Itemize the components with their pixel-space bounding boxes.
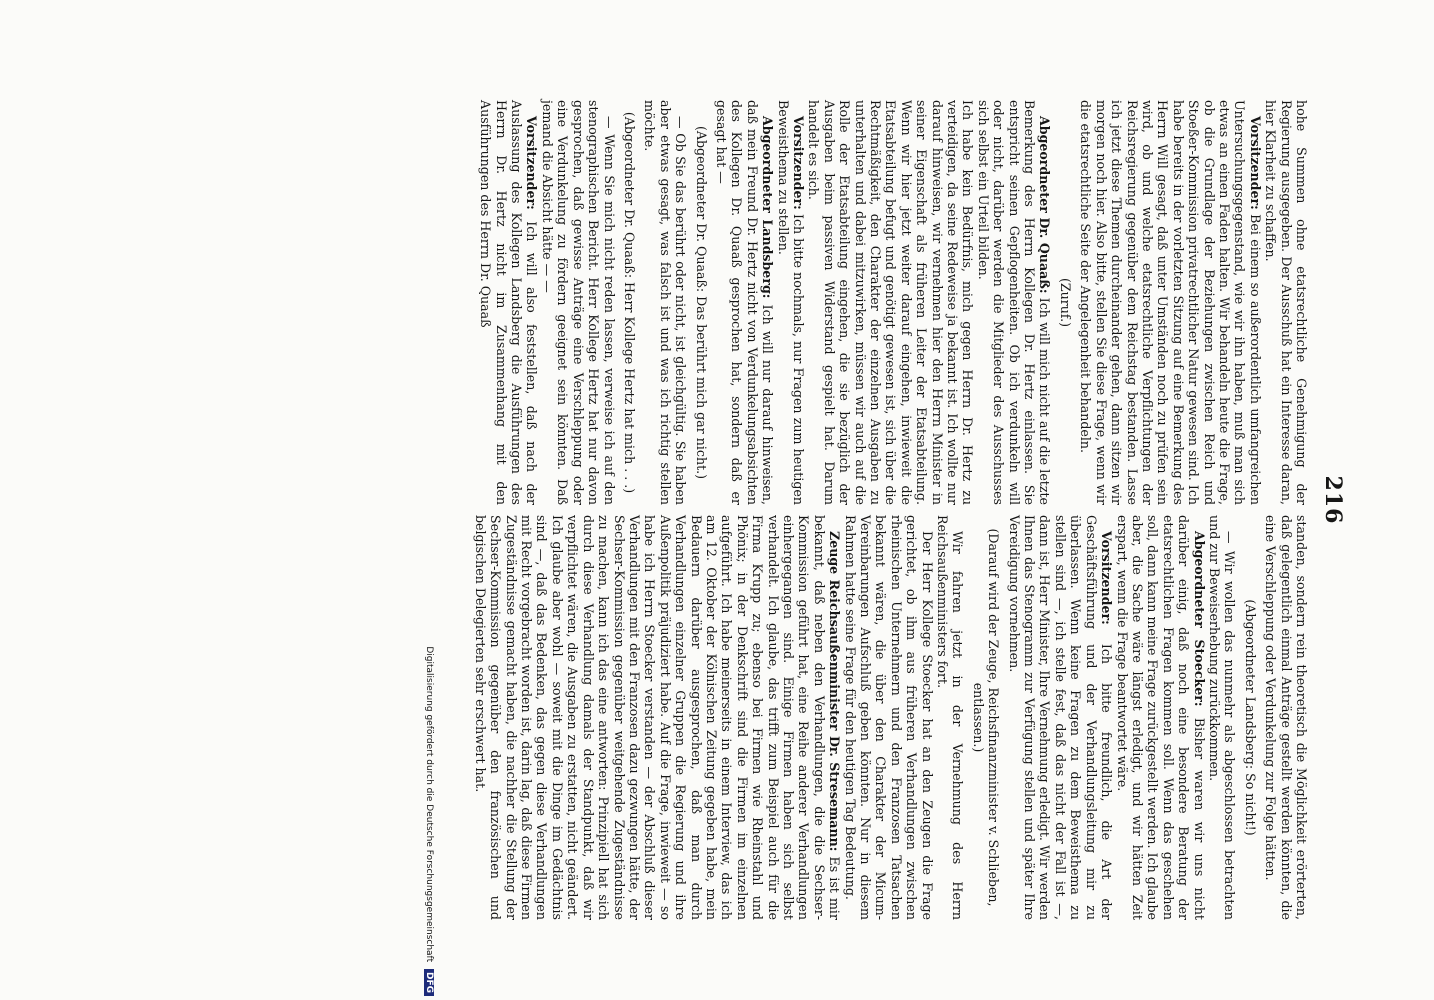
digitization-footer [416, 0, 434, 1000]
paragraph-text: (Abgeordneter Landsberg: So nicht!) [1242, 599, 1258, 836]
paragraph-text: Es ist mir bekannt, daß neben den Verhandlungen, die die Sechser-Kommission geführt hat, eine Reihe anderer Verhandlungen einhergegangen sind. Einige Firmen haben sich selbst verhandelt. Ich glaube, das trifft zum Beispiel auch für die Firma Krupp zu; ebenso bei Firmen wie Rheinstahl und Phönix; in der Denkschrift sind die Firmen im einzelnen aufgeführt. Ich habe meinerseits in einem Interview, das ich am 12. Oktober der Kölnischen Zeitung gegeben habe, mein Bedauern darüber ausgesprochen, daß man durch Verhandlungen einzelner Gruppen die Regierung und ihre Außenpolitik präjudiziert habe. Auf die Frage, inwieweit — so habe ich Herrn Stoecker verstanden — der Abschluß dieser Verhandlungen mit den Franzosen dazu gezwungen hätte, der Sechser-Kommission gegenüber weitgehende Zugeständnisse zu machen, kann ich das eine antworten: Prinzipiell hat sich durch diese Verhandlung damals der Standpunkt, daß wir verpflichtet wären, die Ausgaben zu erstatten, nicht geändert. Ich glaube aber wohl — soweit mit die Dinge im Gedächtnis sind —, daß das Bedenken, das gegen diese Verhandlungen mit Recht vorgebracht worden ist, darin lag, daß diese Firmen Zugeständnisse gemacht haben, die nachher die Stellung der Sechser-Kommission gegenüber den französischen und belgischen Delegierten sehr erschwert hat. [472, 515, 843, 920]
paragraph [1058, 100, 1073, 505]
speaker-label: Abgeordneter Stoecker: [1191, 531, 1207, 707]
paragraph-text: Bei einem so außerordentlich umfangreichen Untersuchungsgegenstand, wie wir ihn haben, muß man sich etwas an einen Faden halten. Wir behandeln heute die Frage, ob die Grundlage der Beziehungen zwischen Reich und Stoeßer-Kommission privatrechtlicher Natur gewesen sind. Ich habe bereits in der vorletzten Sitzung auf eine Bemerkung des Herrn Will gesagt, daß unter Umständen noch zu prüfen sein wird, ob und welche etatsrechtliche Verpflichtungen der Reichsregierung gegenüber dem Reichstag bestanden. Lasse ich jetzt diese Themen durcheinander gehen, dann sitzen wir morgen noch hier. Also bitte, stellen Sie diese Frage, wenn wir die etatsrechtliche Seite der Angelegenheit behandeln. [1078, 100, 1263, 505]
paragraph-text: (Abgeordneter Dr. Quaaß: Das berührt mich gar nicht.) [693, 125, 709, 480]
paragraph-text: Ich will nur darauf hinweisen, daß mein Freund Dr. Hertz nicht von Verdunkelungsabsichten des Kollegen Dr. Quaaß gesprochen hat, sondern daß er gesagt hat — [713, 100, 776, 505]
paragraph [1242, 515, 1257, 920]
paragraph-text: Bisher waren wir uns nicht darüber einig, daß noch eine besondere Beratung der etatsrechtlichen Fragen kommen soll. Wenn das geschehen soll, dann kann meine Frage zurückgestellt werden. Ich glaube aber, die Sache wäre längst erledigt, und wir hätten Zeit erspart, wenn die Frage beantwortet wäre. [1114, 515, 1207, 920]
paragraph-text: standen, sondern rein theoretisch die Möglichkeit erörterten, daß gelegentlich einmal Anträge gestellt werden könnten, die eine Verschleppung oder Verdunkelung zur Folge hätten. [1263, 515, 1309, 920]
speaker-label: Zeuge Reichsaußenminister Dr. Stresemann: [827, 531, 843, 852]
paragraph [970, 515, 1001, 920]
paragraph-text: — Ob Sie das berührt oder nicht, ist gleichgültig. Sie haben aber etwas gesagt, was falsch ist und was ich richtig stellen möchte. [642, 100, 689, 505]
paragraph-text: (Zuruf.) [1057, 277, 1073, 328]
dfg-logo: DFG [424, 969, 434, 996]
paragraph [1006, 515, 1114, 920]
paragraph [693, 100, 708, 505]
paragraph [806, 100, 975, 505]
paragraph [714, 100, 776, 505]
paragraph [478, 100, 540, 505]
paragraph-text: Ich bitte nochmals, nur Fragen zum heutigen Beweisthema zu stellen. [775, 100, 806, 505]
paragraph [622, 100, 637, 505]
paragraph [842, 515, 934, 920]
paragraph [775, 100, 806, 505]
paragraph [1078, 100, 1263, 505]
paragraph-text: — Wir wollen das nunmehr als abgeschlossen betrachten und zur Beweiserhebung zurückkommen. [1206, 515, 1238, 920]
text-column-left [478, 100, 1309, 505]
page-number: 216 [1320, 475, 1346, 525]
paragraph-text: Ich will also feststellen, daß nach der Auslassung des Kollegen Landsberg die Ausführungen des Herrn Dr. Hertz nicht im Zusammenhang mit den Ausführungen des Herrn Dr. Quaaß [478, 100, 540, 505]
paragraph [1114, 515, 1206, 920]
paragraph-text: (Darauf wird der Zeuge, Reichsfinanzminister v. Schlieben, entlassen.) [970, 528, 1002, 907]
footer-credit: Digitalisierung gefördert durch die Deutsche Forschungsgemeinschaft [424, 646, 434, 963]
paragraph-text: (Abgeordneter Dr. Quaaß: Herr Kollege Hertz hat mich . . .) [621, 111, 637, 494]
paragraph-text: — Wenn Sie mich nicht reden lassen, verweise ich auf den stenographischen Bericht. Herr Kollege Hertz hat nur davon gesprochen, daß gewisse Anträge eine Verschleppung oder eine Verdunkelung zu fördern geeignet sein könnten. Daß jemand die Absicht hätte — — [539, 100, 617, 505]
paragraph-text: Wir fahren jetzt in der Vernehmung des Herrn Reichsaußenministers fort. [935, 515, 966, 920]
text-column-right [472, 515, 1309, 920]
paragraph [472, 515, 842, 920]
paragraph [642, 100, 688, 505]
speaker-label: Abgeordneter Dr. Quaaß: [1037, 116, 1053, 294]
paragraph-text: Der Herr Kollege Stoecker hat an den Zeugen die Frage gerichtet, ob ihm aus früheren Verhandlungen zwischen rheinischen Unternehmern und den Franzosen Tatsachen bekannt wären, die über den Charakter der Micum-Vereinbarungen Aufschluß geben könnten. Nur in diesem Rahmen hatte seine Frage für den heutigen Tag Bedeutung. [842, 515, 935, 920]
speaker-label: Vorsitzender: [1099, 531, 1115, 625]
paragraph [1263, 515, 1309, 920]
paragraph-text: Ich bitte freundlich, die Art der Geschäftsführung und der Verhandlungsleitung mir zu überlassen. Wenn keine Fragen zu dem Beweisthema zu stellen sind —, ich stelle fest, daß das nicht der Fall ist —, dann ist, Herr Minister, Ihre Vernehmung erledigt. Wir werden Ihnen das Stenogramm zur Verfügung stellen und später Ihre Vereidigung vornehmen. [1006, 515, 1115, 920]
paragraph-text: Ich will mich nicht auf die letzte Bemerkung des Herrn Kollegen Dr. Hertz einlassen. Sie entspricht seinen Gepflogenheiten. Ob ich verdunkeln will oder nicht, darüber werden die Mitglieder des Ausschusses sich selbst ein Urteil bilden. [975, 100, 1053, 505]
speaker-label: Abgeordneter Landsberg: [760, 116, 776, 299]
paragraph [1263, 100, 1309, 505]
speaker-label: Vorsitzender: [524, 116, 540, 210]
paragraph-text: Ich habe kein Bedürfnis, mich gegen Herrn Dr. Hertz zu verteidigen, da seine Redeweise ja bekannt ist. Ich wollte nur darauf hinweisen, wir vernehmen hier den Herrn Minister in seiner Eigenschaft als früheren Leiter der Etatsabteilung. Wenn wir hier jetzt weiter darauf eingehen, inwieweit die Etatsabteilung befugt und genötigt gewesen ist, sich über die Rechtmäßigkeit, den Charakter der einzelnen Ausgaben zu unterhalten und dabei mitzuwirken, müssen wir auch auf die Rolle der Etatsabteilung eingehen, die sie bezüglich der Ausgaben beim passiven Widerstand gespielt hat. Darum handelt es sich. [806, 100, 976, 505]
paragraph [975, 100, 1052, 505]
paragraph [935, 515, 966, 920]
speaker-label: Vorsitzender: [791, 116, 806, 210]
speaker-label: Vorsitzender: [1247, 116, 1263, 210]
paragraph [540, 100, 617, 505]
paragraph-text: hohe Summen ohne etatsrechtliche Genehmigung der Regierung ausgegeben. Der Ausschuß hat ein Interesse daran, hier Klarheit zu schaffen. [1263, 100, 1309, 505]
paragraph [1207, 515, 1238, 920]
